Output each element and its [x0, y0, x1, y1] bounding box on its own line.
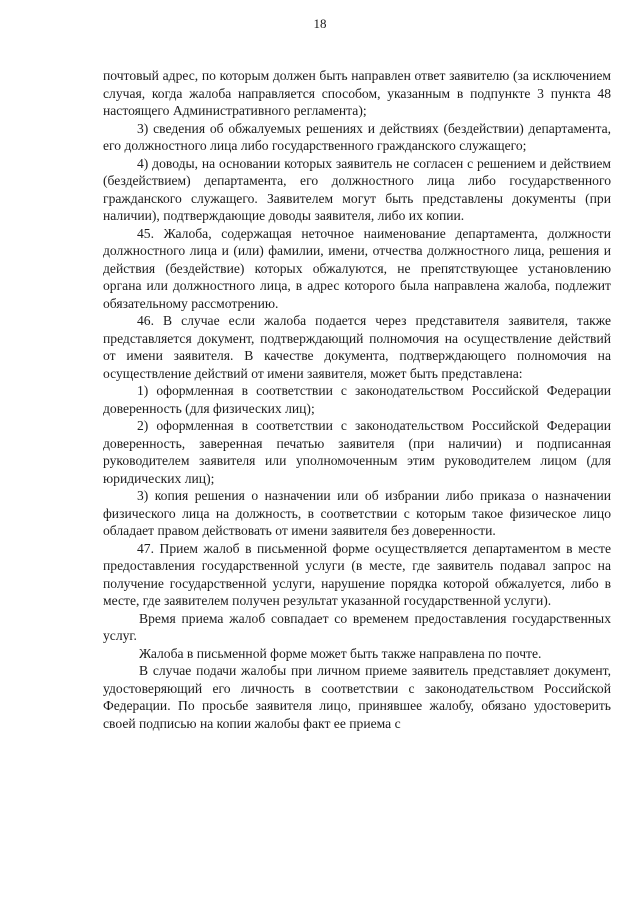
paragraph: 2) оформленная в соответствии с законодательством Российской Федерации доверенность, заверенная печатью заявителя (при наличии) и подписанная руководителем заявителя или уполномоченным этим руководителем лицом (для юридических лиц);	[103, 418, 611, 486]
document-body	[103, 67, 611, 732]
paragraph: 3) копия решения о назначении или об избрании либо приказа о назначении физического лица на должность, в соответствии с которым такое физическое лицо обладает правом действовать от имени заявителя без доверенности.	[103, 488, 611, 538]
paragraph: 4) доводы, на основании которых заявитель не согласен с решением и действием (бездействием) департамента, его должностного лица либо государственного гражданского служащего. Заявителем могут быть представлены документы (при наличии), подтверждающие доводы заявителя, либо их копии.	[103, 155, 611, 223]
paragraph: 46. В случае если жалоба подается через представителя заявителя, также представляется документ, подтверждающий полномочия на осуществление действий от имени заявителя. В качестве документа, подтверждающего полномочия на осуществление действий от имени заявителя, может быть представлена:	[103, 313, 611, 381]
paragraph: В случае подачи жалобы при личном приеме заявитель представляет документ, удостоверяющий его личность в соответствии с законодательством Российской Федерации. По просьбе заявителя лицо, принявшее жалобу, обязано удостоверить своей подписью на копии жалобы факт ее приема с	[103, 663, 611, 731]
paragraph: 3) сведения об обжалуемых решениях и действиях (бездействии) департамента, его должностного лица либо государственного гражданского служащего;	[103, 120, 611, 153]
page-number: 18	[313, 16, 327, 31]
paragraph: Жалоба в письменной форме может быть также направлена по почте.	[139, 645, 542, 661]
paragraph: Время приема жалоб совпадает со временем предоставления государственных услуг.	[103, 610, 611, 643]
paragraph: почтовый адрес, по которым должен быть направлен ответ заявителю (за исключением случая, когда жалоба направляется способом, указанным в подпункте 3 пункта 48 настоящего Административного регламента);	[103, 68, 611, 118]
paragraph: 1) оформленная в соответствии с законодательством Российской Федерации доверенность (для физических лиц);	[103, 383, 611, 416]
paragraph: 45. Жалоба, содержащая неточное наименование департамента, должности должностного лица и (или) фамилии, имени, отчества должностного лица, решения и действия (бездействие) которых обжалуются, не препятствующее установлению органа или должностного лица, в адрес которого была направлена жалоба, подлежит обязательному рассмотрению.	[103, 225, 611, 311]
paragraph: 47. Прием жалоб в письменной форме осуществляется департаментом в месте предоставления государственной услуги (в месте, где заявитель подавал запрос на получение государственной услуги, нарушение порядка которой обжалуется, либо в месте, где заявителем получен результат указанной государственной услуги).	[103, 540, 611, 608]
